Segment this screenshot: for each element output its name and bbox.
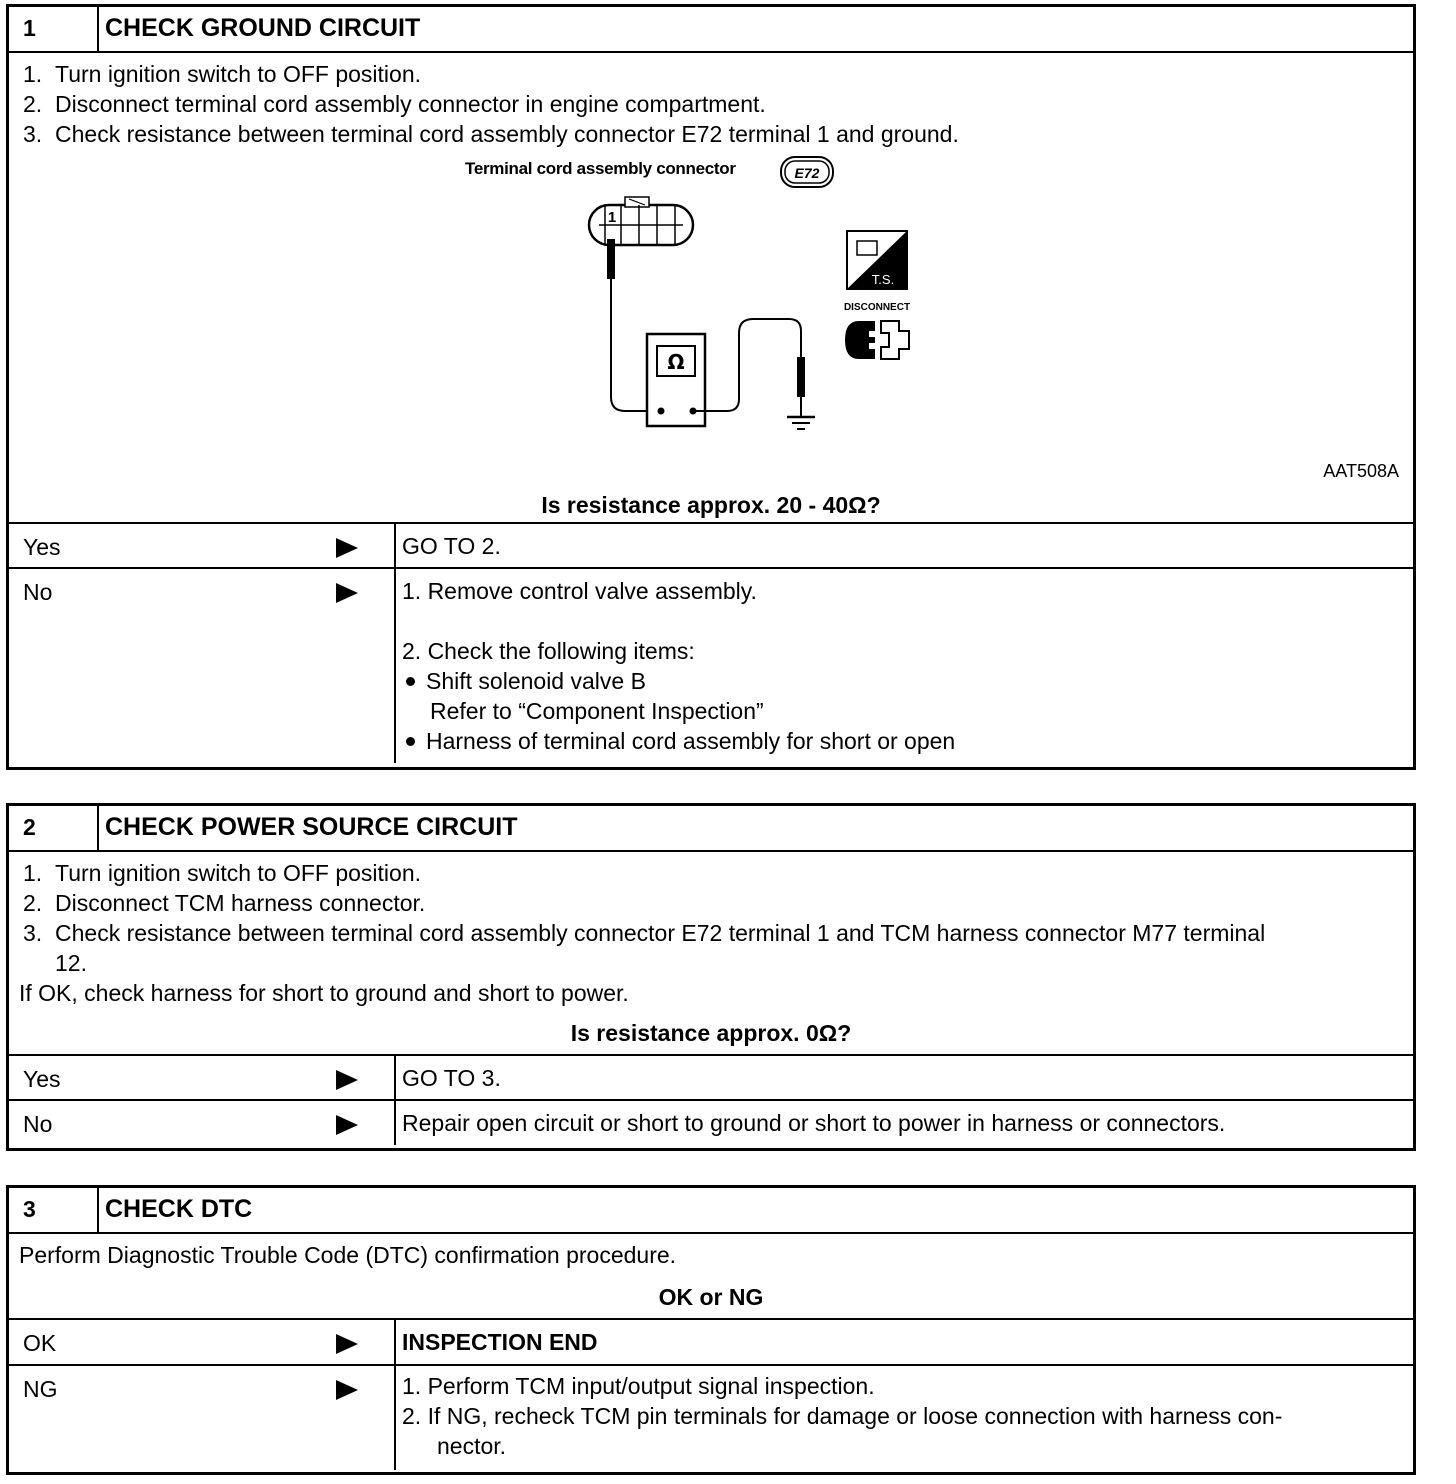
action-line: 2. Check the following items:: [402, 638, 695, 664]
answer-label-text: NG: [23, 1376, 58, 1402]
instruction-number: 2.: [23, 91, 43, 117]
step-2-card: [6, 803, 1416, 1151]
instruction-number: 3.: [23, 920, 43, 946]
step-title: CHECK GROUND CIRCUIT: [105, 14, 421, 42]
instruction-number: 2.: [23, 890, 43, 916]
connector-caption: Terminal cord assembly connector: [465, 159, 736, 178]
answer-row-yes: [9, 1054, 1413, 1099]
instruction-text: Check resistance between terminal cord assembly connector E72 terminal 1 and TCM harness connector M77 terminal: [55, 920, 1266, 946]
step-2-header: [9, 806, 1413, 852]
instruction-number: 1.: [23, 860, 43, 886]
ts-label: T.S.: [871, 272, 895, 287]
answer-label: [9, 524, 396, 567]
ohmmeter-icon: [647, 319, 801, 426]
instruction-text: Perform Diagnostic Trouble Code (DTC) confirmation procedure.: [19, 1242, 677, 1268]
step-number: 2: [9, 806, 99, 850]
answer-label-text: No: [23, 579, 53, 605]
instruction-text: 12.: [55, 950, 87, 976]
wiring-diagram: [9, 149, 1413, 494]
answer-action: Repair open circuit or short to ground or short to power in harness or connectors.: [402, 1110, 1226, 1136]
answer-label-text: OK: [23, 1330, 57, 1356]
instruction-number: 1.: [23, 61, 43, 87]
arrow-right-icon: [336, 1380, 358, 1400]
instruction: [9, 59, 1413, 89]
answer-row-ng: [9, 1364, 1413, 1470]
bullet-text: Harness of terminal cord assembly for short or open: [426, 728, 956, 754]
answer-label: [9, 1320, 396, 1364]
disconnect-icon: [844, 302, 910, 359]
ground-probe: [787, 357, 815, 429]
step-1-card: [6, 4, 1416, 770]
arrow-right-icon: [336, 583, 358, 603]
bullet-item: [402, 666, 1413, 696]
step-2-body: [9, 852, 1413, 1054]
bullet-text: Shift solenoid valve B: [426, 668, 646, 694]
answer-label: [9, 1056, 396, 1099]
arrow-right-icon: [336, 1115, 358, 1135]
arrow-right-icon: [336, 1070, 358, 1090]
connector-id-text: E72: [794, 165, 820, 181]
answer-label-text: No: [23, 1111, 53, 1137]
step-3-header: [9, 1188, 1413, 1234]
question: OK or NG: [658, 1284, 764, 1310]
instruction-text: Turn ignition switch to OFF position.: [55, 860, 422, 886]
bullet-subtext: Refer to “Component Inspection”: [430, 698, 764, 724]
answer-row-no: [9, 567, 1413, 763]
answer-label: [9, 1101, 396, 1145]
instruction-text: Disconnect TCM harness connector.: [55, 890, 426, 916]
instruction-continued: [9, 948, 1413, 978]
disconnect-label: DISCONNECT: [843, 302, 911, 313]
ohm-symbol: Ω: [667, 350, 685, 374]
answer-action: [396, 1366, 1413, 1470]
answer-action: [396, 569, 1413, 763]
answer-row-yes: [9, 522, 1413, 567]
action-line: 1. Remove control valve assembly.: [402, 578, 757, 604]
connector-icon: [589, 197, 693, 245]
step-number: 1: [9, 7, 99, 51]
bullet-item: [402, 726, 1413, 756]
ts-icon: [847, 231, 907, 289]
step-3-card: [6, 1185, 1416, 1475]
step-title: CHECK POWER SOURCE CIRCUIT: [105, 813, 518, 841]
action-line: 2. If NG, recheck TCM pin terminals for damage or loose connection with harness con-: [402, 1403, 1283, 1429]
answer-action: GO TO 3.: [402, 1065, 501, 1091]
action-line-continued: nector.: [437, 1433, 507, 1459]
step-1-body: [9, 53, 1413, 522]
step-number: 3: [9, 1188, 99, 1232]
answer-label-text: Yes: [23, 534, 61, 560]
step-1-header: [9, 7, 1413, 53]
terminal-number: 1: [607, 209, 617, 226]
instruction-number: 3.: [23, 121, 43, 147]
step-title: CHECK DTC: [105, 1195, 253, 1223]
connector-id-badge: [781, 157, 833, 187]
answer-label: [9, 1366, 396, 1470]
action-line: 1. Perform TCM input/output signal inspection.: [402, 1373, 875, 1399]
instruction-text: Check resistance between terminal cord assembly connector E72 terminal 1 and ground.: [55, 121, 959, 147]
answer-row-no: [9, 1099, 1413, 1145]
arrow-right-icon: [336, 1334, 358, 1354]
arrow-right-icon: [336, 538, 358, 558]
instruction: [9, 119, 1413, 149]
note: If OK, check harness for short to ground and short to power.: [19, 980, 629, 1006]
answer-label-text: Yes: [23, 1066, 61, 1092]
instruction: [9, 858, 1413, 888]
answer-action: INSPECTION END: [402, 1329, 598, 1355]
answer-label: [9, 569, 396, 763]
instruction: [9, 89, 1413, 119]
instruction-text: Disconnect terminal cord assembly connector in engine compartment.: [55, 91, 766, 117]
step-3-body: [9, 1234, 1413, 1318]
bullet-icon: [406, 737, 415, 746]
connector-diagram: [9, 149, 1413, 494]
answer-action: GO TO 2.: [402, 533, 501, 559]
answer-row-ok: [9, 1318, 1413, 1364]
question: Is resistance approx. 20 - 40Ω?: [541, 492, 881, 518]
instruction: [9, 918, 1413, 948]
instruction: [9, 888, 1413, 918]
instruction-text: Turn ignition switch to OFF position.: [55, 61, 422, 87]
figure-id: AAT508A: [1323, 461, 1399, 481]
bullet-icon: [406, 677, 415, 686]
question: Is resistance approx. 0Ω?: [570, 1020, 852, 1046]
